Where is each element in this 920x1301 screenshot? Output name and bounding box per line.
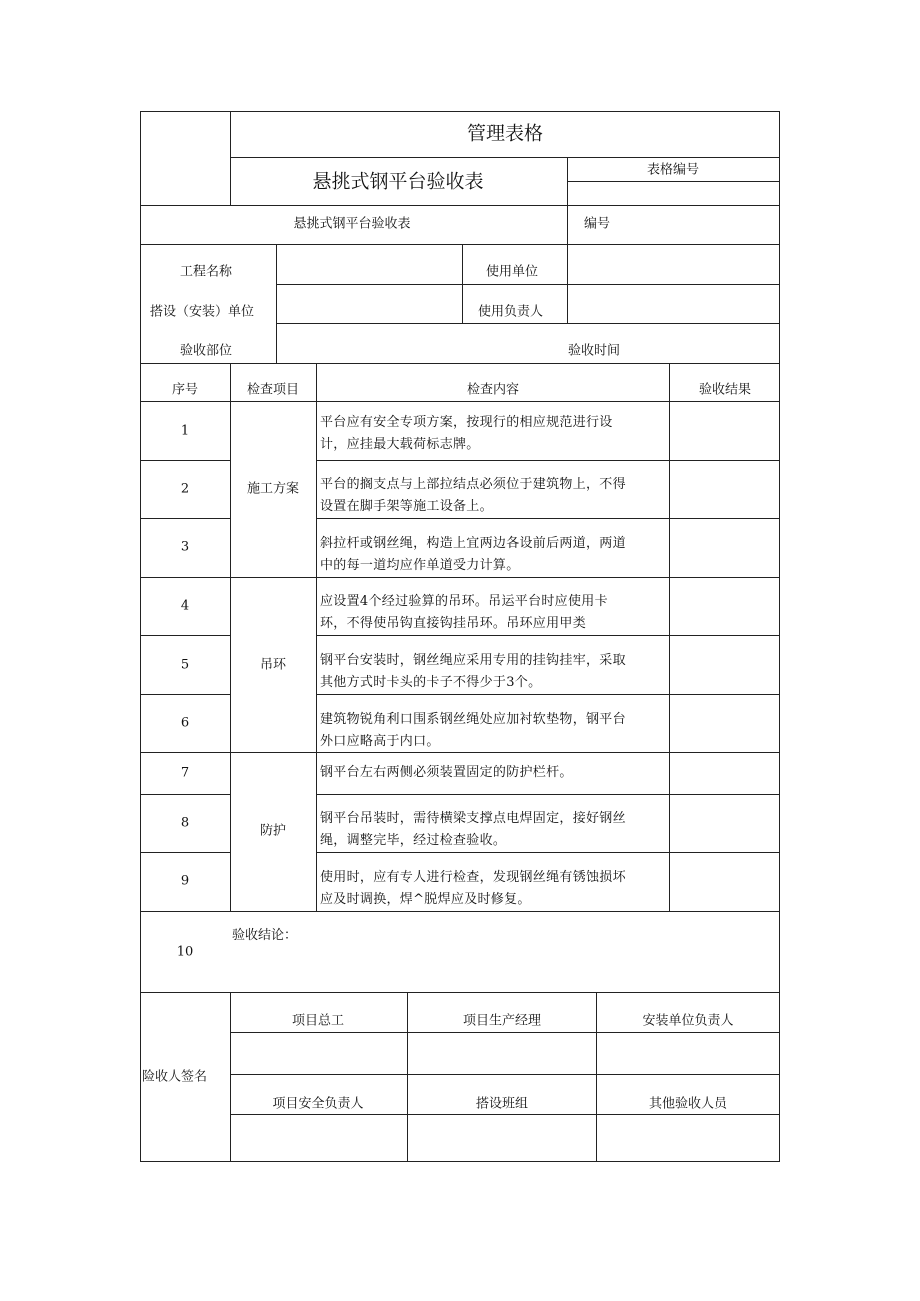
rule — [779, 111, 780, 1162]
management-form-title: 管理表格 — [466, 122, 544, 145]
rule — [316, 794, 780, 795]
user-responsible-label: 使用负责人 — [478, 304, 544, 320]
rule — [462, 244, 463, 323]
conclusion-seq: 10 — [176, 944, 194, 960]
col-header-item: 检查项目 — [246, 382, 300, 398]
group-construction-plan: 施工方案 — [246, 481, 300, 497]
rule — [230, 363, 231, 911]
rule — [140, 852, 230, 853]
rule — [230, 1074, 780, 1075]
row-seq: 2 — [180, 481, 190, 497]
group-lifting-ring: 吊环 — [259, 657, 287, 673]
rule — [230, 992, 231, 1162]
rule — [276, 284, 780, 285]
row-seq: 9 — [180, 873, 190, 889]
rule — [316, 518, 780, 519]
rule — [140, 911, 780, 912]
rule — [230, 1032, 780, 1033]
project-name-label: 工程名称 — [180, 264, 233, 280]
signature-role: 其他验收人员 — [648, 1096, 728, 1112]
acceptance-time-label: 验收时间 — [568, 343, 621, 359]
form-number-label: 表格编号 — [646, 162, 700, 178]
rule — [140, 1161, 780, 1162]
col-header-result: 验收结果 — [698, 382, 752, 398]
rule — [230, 1114, 780, 1115]
rule — [316, 635, 780, 636]
rule — [596, 992, 597, 1162]
rule — [140, 694, 230, 695]
row-content: 平台的搁支点与上部拉结点必须位于建筑物上，不得 设置在脚手架等施工设备上。 — [320, 477, 626, 514]
group-protection: 防护 — [259, 823, 287, 839]
signature-role: 项目总工 — [291, 1013, 345, 1029]
row-content: 钢平台安装时，钢丝绳应采用专用的挂钩挂牢，采取 其他方式时卡头的卡子不得少于3个。 — [320, 653, 626, 690]
number-label: 编号 — [584, 216, 611, 232]
row-seq: 8 — [180, 815, 190, 831]
rule — [140, 518, 230, 519]
rule — [230, 157, 780, 158]
rule — [316, 852, 780, 853]
rule — [140, 992, 780, 993]
col-header-seq: 序号 — [171, 382, 199, 398]
row-seq: 5 — [180, 657, 190, 673]
rule — [140, 635, 230, 636]
row-content: 建筑物锐角利口围系钢丝绳处应加衬软垫物，钢平台 外口应略高于内口。 — [320, 712, 626, 749]
rule — [140, 401, 780, 402]
rule — [140, 577, 780, 578]
row-seq: 1 — [180, 423, 190, 439]
rule — [230, 111, 231, 205]
rule — [276, 323, 780, 324]
rule — [316, 460, 780, 461]
conclusion-label: 验收结论： — [232, 928, 298, 943]
form-name-row: 悬挑式钢平台验收表 — [293, 216, 411, 232]
signature-role: 项目安全负责人 — [272, 1096, 364, 1112]
row-content: 平台应有安全专项方案，按现行的相应规范进行设 计，应挂最大载荷标志牌。 — [320, 415, 613, 452]
row-content: 应设置4个经过验算的吊环。吊运平台时应使用卡 环，不得使吊钩直接钩挂吊环。吊环应用甲类 — [320, 594, 608, 631]
rule — [567, 205, 568, 244]
rule — [316, 694, 780, 695]
rule — [140, 244, 780, 245]
rule — [140, 205, 780, 206]
rule — [276, 244, 277, 363]
row-content: 钢平台左右两侧必须装置固定的防护栏杆。 — [320, 765, 573, 780]
form-title: 悬挑式钢平台验收表 — [312, 170, 484, 193]
rule — [140, 363, 780, 364]
rule — [140, 794, 230, 795]
row-seq: 7 — [180, 765, 190, 781]
rule — [407, 992, 408, 1162]
signature-role: 搭设班组 — [475, 1096, 529, 1112]
rule — [140, 460, 230, 461]
rule — [140, 111, 780, 112]
rule — [316, 363, 317, 911]
signature-label: 险收人签名 — [142, 1069, 208, 1085]
erection-unit-label: 搭设（安装）单位 — [150, 304, 255, 320]
row-content: 使用时，应有专人进行检查，发现钢丝绳有锈蚀损坏 应及时调换，焊^脱焊应及时修复。 — [320, 870, 626, 907]
row-seq: 3 — [180, 539, 190, 555]
rule — [567, 157, 568, 205]
rule — [568, 181, 780, 182]
rule — [567, 244, 568, 323]
user-unit-label: 使用单位 — [486, 264, 539, 280]
col-header-content: 检查内容 — [466, 382, 520, 398]
row-content: 斜拉杆或钢丝绳，构造上宜两边各设前后两道，两道 中的每一道均应作单道受力计算。 — [320, 536, 626, 573]
row-seq: 4 — [180, 598, 190, 614]
rule — [669, 363, 670, 911]
row-seq: 6 — [180, 715, 190, 731]
rule — [140, 111, 141, 1162]
signature-role: 项目生产经理 — [462, 1013, 542, 1029]
row-content: 钢平台吊装时，需待横梁支撑点电焊固定，接好钢丝 绳，调整完毕，经过检查验收。 — [320, 811, 626, 848]
signature-role: 安装单位负责人 — [642, 1013, 734, 1029]
acceptance-part-label: 验收部位 — [180, 343, 233, 359]
